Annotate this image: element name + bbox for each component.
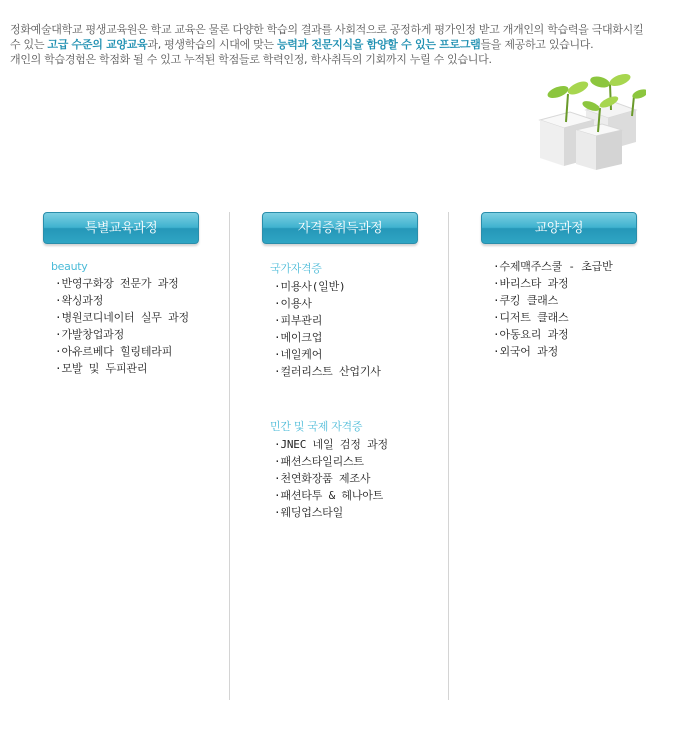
list-item[interactable]: · 메이크업: [274, 329, 418, 346]
category-national-certificates: 국가자격증: [270, 262, 322, 275]
intro-line-3: 개인의 학습경험은 학점화 될 수 있고 누적된 학점들로 학력인정, 학사취득의 기회까지 누릴 수 있습니다.: [10, 53, 492, 66]
special-courses-button[interactable]: 특별교육과정: [43, 212, 199, 244]
category-private-international-certificates: 민간 및 국제 자격증: [270, 420, 363, 433]
list-item[interactable]: · 디저트 클래스: [493, 309, 637, 326]
intro-text: [10, 22, 680, 67]
column-divider: [229, 212, 230, 700]
list-item[interactable]: · 왁싱과정: [55, 292, 199, 309]
list-item[interactable]: · 병원코디네이터 실무 과정: [55, 309, 199, 326]
intro-highlight-liberal-arts: 고급 수준의 교양교육: [47, 38, 148, 51]
course-list: [43, 275, 199, 377]
list-item[interactable]: · 이용사: [274, 295, 418, 312]
list-item[interactable]: · 피부관리: [274, 312, 418, 329]
intro-line-2: [10, 37, 680, 52]
intro-line-2-end: 들을 제공하고 있습니다.: [480, 38, 594, 51]
list-item[interactable]: · 웨딩업스타일: [274, 504, 418, 521]
category-beauty: beauty: [51, 260, 88, 273]
column-special-courses: [43, 212, 199, 377]
list-item[interactable]: · 반영구화장 전문가 과정: [55, 275, 199, 292]
list-item[interactable]: · 아동요리 과정: [493, 326, 637, 343]
list-item[interactable]: · 패션스타일리스트: [274, 453, 418, 470]
column-certification-courses: [262, 212, 418, 521]
list-item[interactable]: · 패션타투 & 헤나아트: [274, 487, 418, 504]
certification-courses-button[interactable]: 자격증취득과정: [262, 212, 418, 244]
intro-line-2-middle: 과, 평생학습의 시대에 맞는: [147, 38, 277, 51]
column-liberal-arts-courses: [481, 212, 637, 360]
course-list: [262, 278, 418, 380]
list-item[interactable]: · 모발 및 두피관리: [55, 360, 199, 377]
course-list: [481, 258, 637, 360]
liberal-arts-courses-button[interactable]: 교양과정: [481, 212, 637, 244]
sprout-cubes-illustration: [536, 72, 646, 172]
list-item[interactable]: · 가발창업과정: [55, 326, 199, 343]
sprout-cubes-icon: [536, 72, 646, 172]
intro-highlight-programs: 능력과 전문지식을 함양할 수 있는 프로그램: [276, 38, 481, 51]
list-item[interactable]: · 바리스타 과정: [493, 275, 637, 292]
list-item[interactable]: · 미용사(일반): [274, 278, 418, 295]
list-item[interactable]: · 쿠킹 클래스: [493, 292, 637, 309]
course-list: [262, 436, 418, 521]
list-item[interactable]: · 천연화장품 제조사: [274, 470, 418, 487]
list-item[interactable]: · JNEC 네일 검정 과정: [274, 436, 418, 453]
column-divider: [448, 212, 449, 700]
intro-line-2-start: 수 있는: [10, 38, 48, 51]
list-item[interactable]: · 네일케어: [274, 346, 418, 363]
list-item[interactable]: · 아유르베다 힐링테라피: [55, 343, 199, 360]
list-item[interactable]: · 외국어 과정: [493, 343, 637, 360]
intro-line-1: 정화예술대학교 평생교육원은 학교 교육은 물론 다양한 학습의 결과를 사회적으로 공정하게 평가인정 받고 개개인의 학습력을 극대화시킬: [10, 23, 644, 36]
list-item[interactable]: · 컬러리스트 산업기사: [274, 363, 418, 380]
list-item[interactable]: · 수제맥주스쿨 - 초급반: [493, 258, 637, 275]
